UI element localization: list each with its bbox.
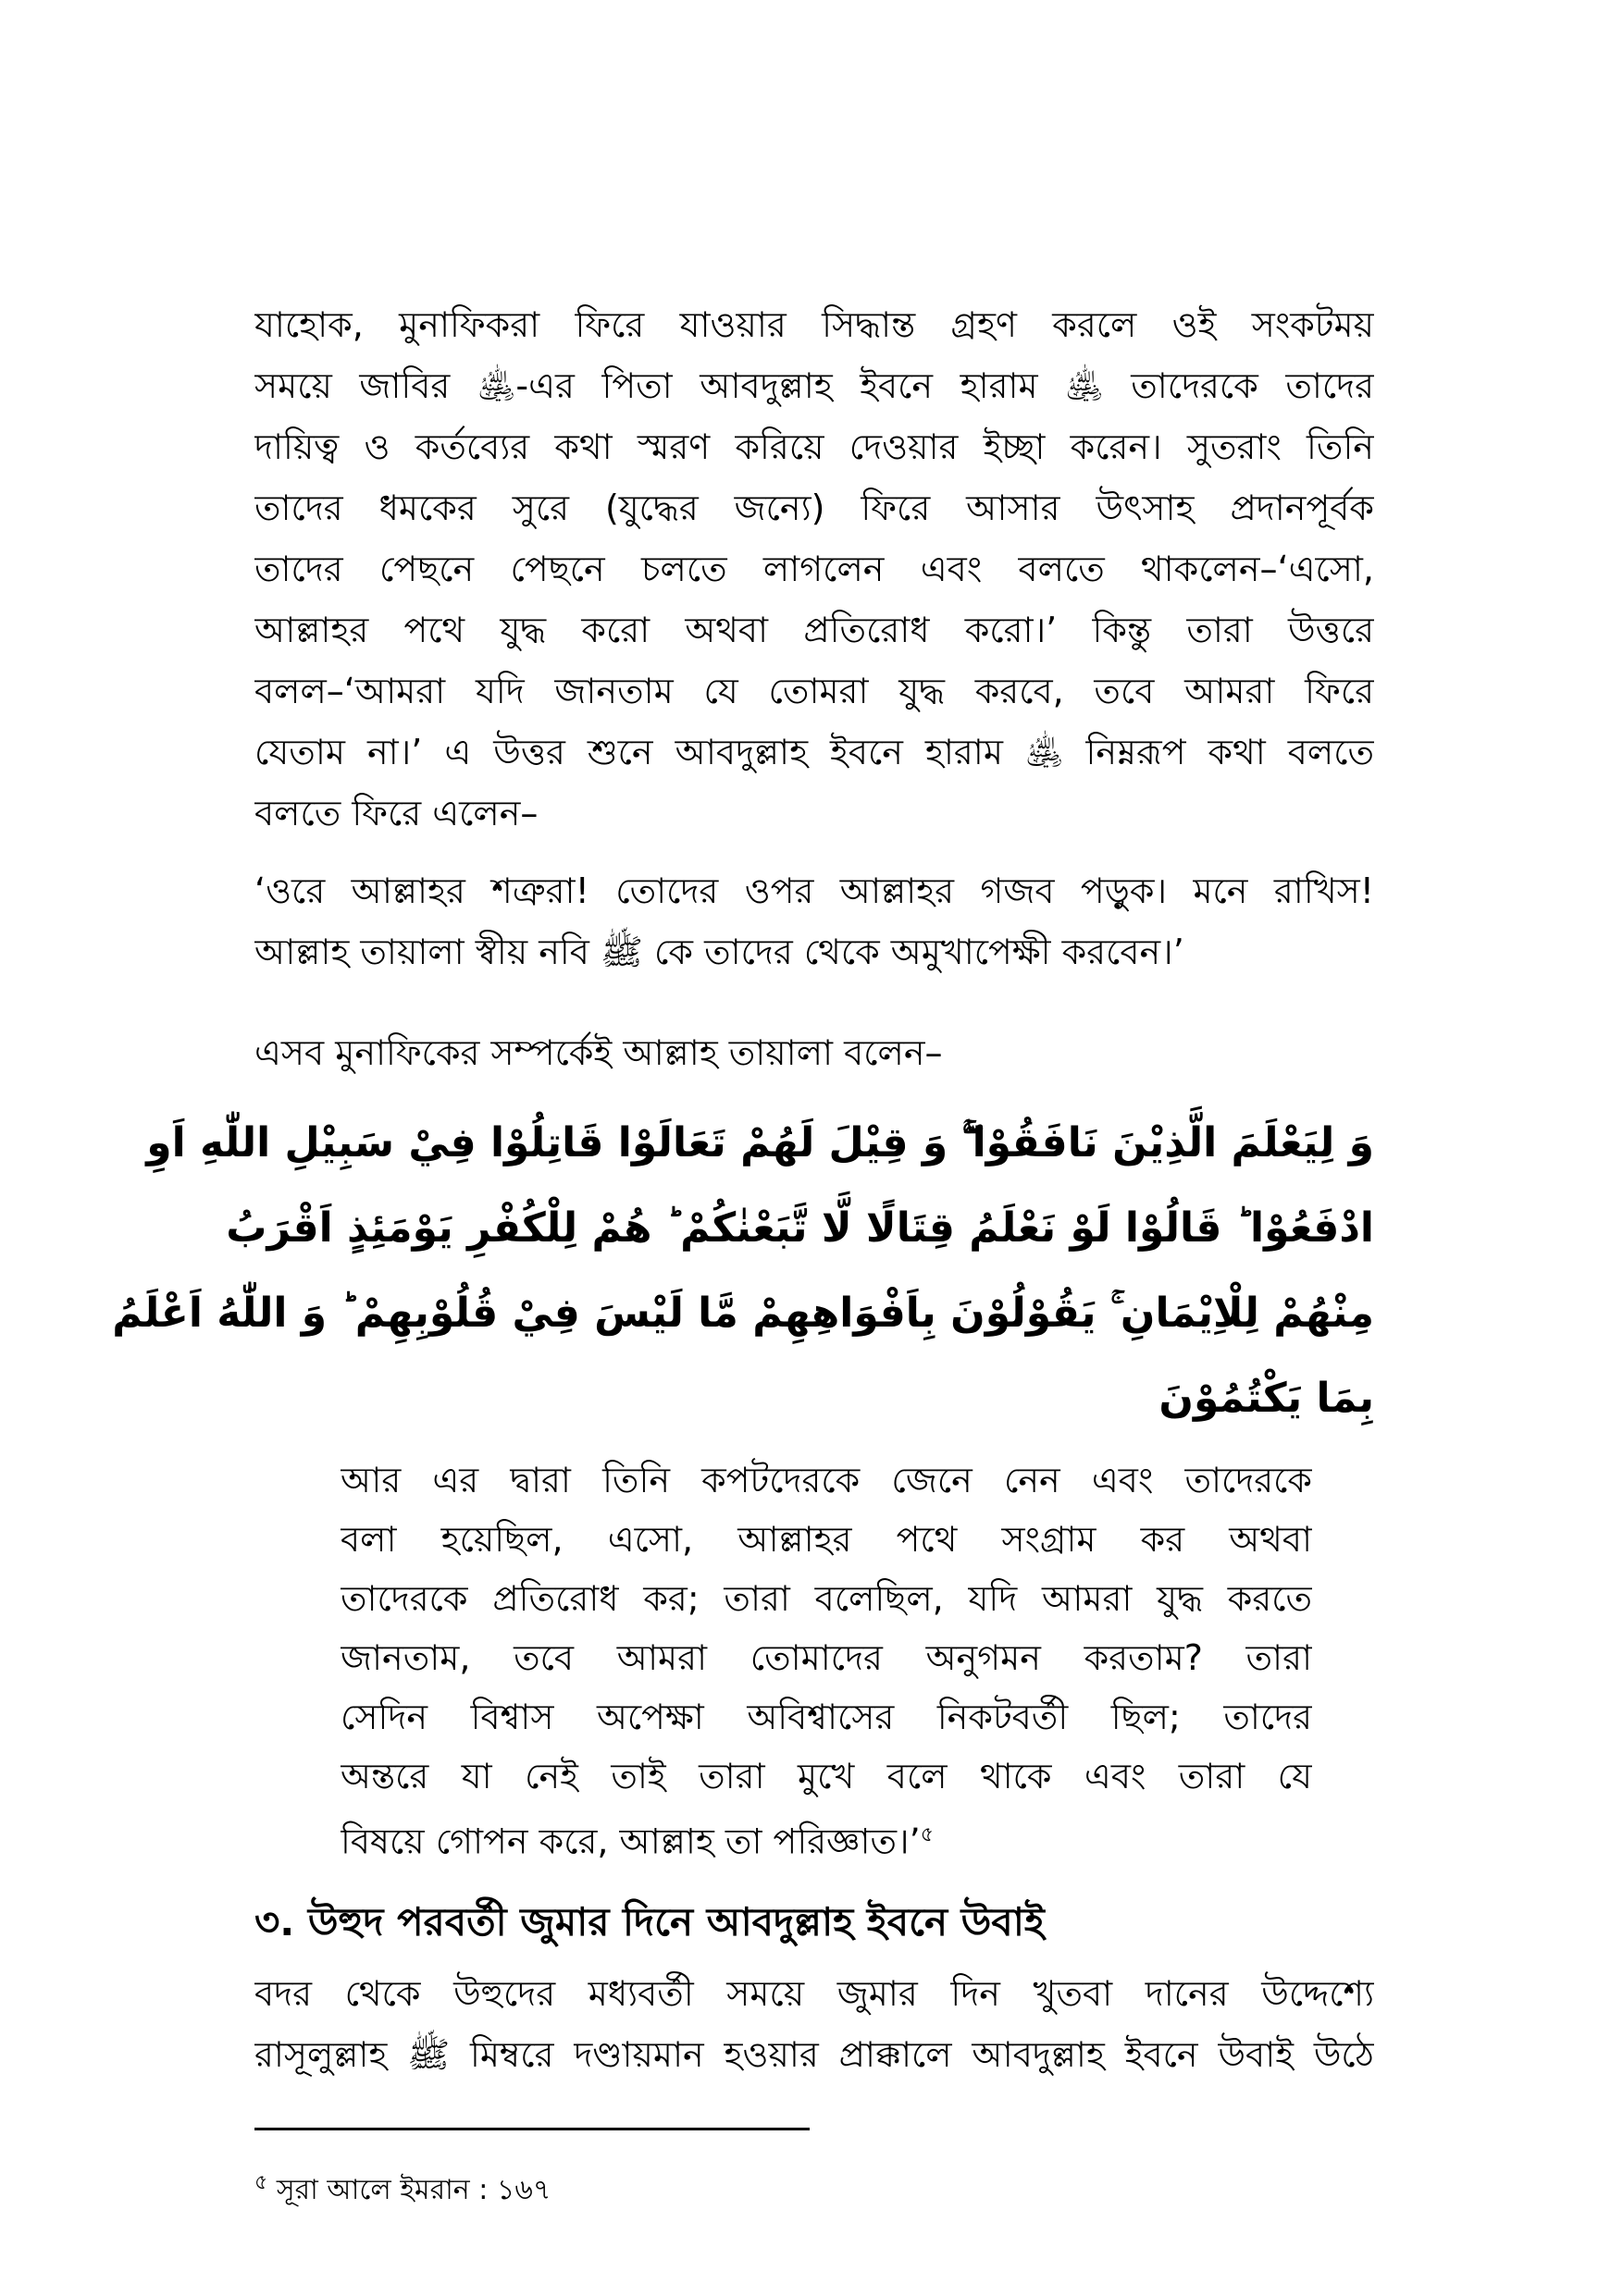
text-line: রাসূলুল্লাহ ﷺ মিম্বরে দণ্ডায়মান হওয়ার প্রাক্কালে আবদুল্লাহ ইবনে উবাই উঠে [254,2034,1374,2075]
text-line: আল্লাহর পথে যুদ্ধ করো অথবা প্রতিরোধ করো।’ কিন্তু তারা উত্তরে [254,610,1374,650]
arabic-line: بِمَا يَكْتُمُوْنَ [1158,1375,1374,1422]
paragraph-ibn-ubayy [254,1963,1374,2085]
text-line: জানতাম, তবে আমরা তোমাদের অনুগমন করতাম? তারা [341,1637,1312,1678]
text-line: বলতে ফিরে এলেন– [254,793,539,833]
quran-verse-arabic [112,1101,1374,1441]
text-line: এসব মুনাফিকের সম্পর্কেই আল্লাহ তায়ালা বলেন– [254,1032,943,1073]
text-line: আল্লাহ তায়ালা স্বীয় নবি ﷺ কে তাদের থেকে অমুখাপেক্ষী করবেন।’ [254,932,1184,972]
footnote-text: সূরা আলে ইমরান : ১৬৭ [276,2174,551,2206]
quote-paragraph [254,860,1374,982]
text-line: যাহোক, মুনাফিকরা ফিরে যাওয়ার সিদ্ধান্ত গ্রহণ করলে ওই সংকটময় [254,304,1374,345]
text-line: সময়ে জাবির ﵁-এর পিতা আবদুল্লাহ ইবনে হারাম ﵁ তাদেরকে তাদের [254,365,1374,406]
text-line: বলা হয়েছিল, এসো, আল্লাহর পথে সংগ্রাম কর অথবা [341,1519,1312,1560]
text-line: ‘ওরে আল্লাহর শত্রুরা! তোদের ওপর আল্লাহর গজব পড়ুক। মনে রাখিস! [254,870,1374,911]
text-line: দায়িত্ব ও কর্তব্যের কথা স্মরণ করিয়ে দেওয়ার ইচ্ছা করেন। সুতরাং তিনি [254,426,1374,467]
text-line: তাদের ধমকের সুরে (যুদ্ধের জন্যে) ফিরে আসার উৎসাহ প্রদানপূর্বক [254,488,1374,528]
text-line: সেদিন বিশ্বাস অপেক্ষা অবিশ্বাসের নিকটবর্তী ছিল; তাদের [341,1697,1312,1737]
paragraph-munafiq-return [254,294,1374,844]
arabic-line: وَ لِيَعْلَمَ الَّذِيْنَ نَافَقُوْا ۖۚ وَ قِيْلَ لَهُمْ تَعَالَوْا قَاتِلُوْا فِيْ سَبِيْلِ اللّٰهِ اَوِ [146,1119,1374,1167]
text-line: অন্তরে যা নেই তাই তারা মুখে বলে থাকে এবং তারা যে [341,1756,1312,1796]
text-line: তাদেরকে প্রতিরোধ কর; তারা বলেছিল, যদি আমরা যুদ্ধ করতে [341,1578,1312,1619]
verse-translation [341,1450,1312,1871]
arabic-line: مِنْهُمْ لِلْاِيْمَانِ ۚ يَقُوْلُوْنَ بِاَفْوَاهِهِمْ مَّا لَيْسَ فِيْ قُلُوْبِهِمْ ؕ وَ اللّٰهُ اَعْلَمُ [112,1290,1374,1337]
verse-intro [254,1022,1374,1083]
text-line: বলল–‘আমরা যদি জানতাম যে তোমরা যুদ্ধ করবে, তবে আমরা ফিরে [254,671,1374,711]
text-line: তাদের পেছনে পেছনে চলতে লাগলেন এবং বলতে থাকলেন–‘এসো, [254,549,1374,589]
text-line: আর এর দ্বারা তিনি কপটদেরকে জেনে নেন এবং তাদেরকে [341,1460,1312,1500]
text-line-content: বিষয়ে গোপন করে, আল্লাহ তা পরিজ্ঞাত।’ [341,1821,921,1862]
section-heading: ৩. উহুদ পরবর্তী জুমার দিনে আবদুল্লাহ ইবনে উবাই [254,1899,1045,1944]
footnote-marker: ৫ [920,1823,934,1846]
footnote-divider [254,2128,810,2130]
arabic-line: ادْفَعُوْا ؕ قَالُوْا لَوْ نَعْلَمُ قِتَالًا لَّا تَّبَعْنٰكُمْ ؕ هُمْ لِلْكُفْرِ يَوْمَئِذٍ اَقْرَبُ [226,1204,1374,1252]
text-line [341,1806,1312,1871]
text-line: যেতাম না।’ এ উত্তর শুনে আবদুল্লাহ ইবনে হারাম ﵁ নিম্নরূপ কথা বলতে [254,732,1374,772]
text-line: বদর থেকে উহুদের মধ্যবর্তী সময়ে জুমার দিন খুতবা দানের উদ্দেশ্যে [254,1973,1374,2014]
footnote [254,2165,551,2209]
footnote-number: ৫ [254,2171,268,2194]
